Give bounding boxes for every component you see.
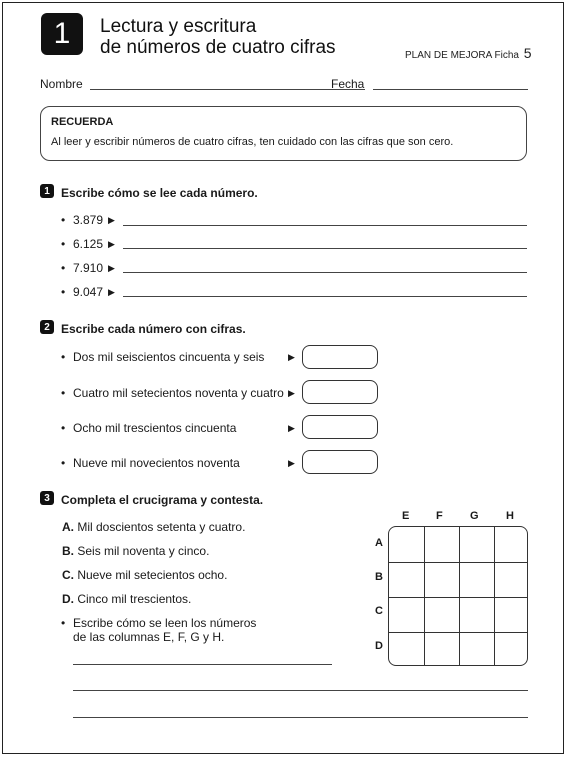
- plan-text: PLAN DE MEJORA: [405, 50, 492, 61]
- clue-text: Cinco mil trescientos.: [77, 592, 192, 606]
- date-label: Fecha: [331, 77, 365, 91]
- section-1-title: Escribe cómo se lee cada número.: [61, 186, 258, 200]
- answer-line[interactable]: [73, 690, 528, 691]
- clue-text: Mil doscientos setenta y cuatro.: [77, 520, 246, 534]
- arrow-icon: ▶: [288, 352, 295, 362]
- section-3-badge: 3: [40, 491, 54, 505]
- arrow-icon: ▶: [108, 239, 115, 249]
- clue-letter: B.: [62, 544, 74, 558]
- section-1-item: • 7.910: [73, 261, 103, 275]
- crossword-grid[interactable]: [388, 526, 528, 666]
- clue-text: Seis mil noventa y cinco.: [77, 544, 210, 558]
- grid-line: [389, 597, 527, 598]
- recuerda-title: RECUERDA: [51, 116, 114, 128]
- date-field[interactable]: [373, 89, 528, 90]
- name-label: Nombre: [40, 77, 83, 91]
- column-label: F: [436, 510, 443, 522]
- ficha-number: 5: [523, 45, 532, 61]
- grid-line: [494, 527, 495, 665]
- arrow-icon: ▶: [108, 287, 115, 297]
- section-2-item: • Cuatro mil setecientos noventa y cuatro: [73, 386, 284, 400]
- question-line-1: • Escribe cómo se leen los números: [73, 616, 257, 630]
- clue-d: [62, 592, 191, 606]
- question-line-2: de las columnas E, F, G y H.: [73, 630, 225, 644]
- answer-line[interactable]: [123, 225, 527, 226]
- answer-box[interactable]: [302, 450, 378, 474]
- row-label: C: [375, 605, 383, 617]
- section-1-item: • 3.879: [73, 213, 103, 227]
- column-label: H: [506, 510, 514, 522]
- recuerda-text: Al leer y escribir números de cuatro cifras, ten cuidado con las cifras que son cero.: [51, 136, 454, 148]
- answer-line[interactable]: [73, 664, 332, 665]
- title-line-2: de números de cuatro cifras: [100, 37, 336, 58]
- arrow-icon: ▶: [108, 263, 115, 273]
- clue-c: [62, 568, 227, 582]
- arrow-icon: ▶: [288, 423, 295, 433]
- grid-line: [389, 562, 527, 563]
- clue-letter: D.: [62, 592, 74, 606]
- section-1-badge: 1: [40, 184, 54, 198]
- arrow-icon: ▶: [288, 388, 295, 398]
- row-label: D: [375, 640, 383, 652]
- column-label: G: [470, 510, 479, 522]
- section-2-item: • Ocho mil trescientos cincuenta: [73, 421, 236, 435]
- section-1-item: • 6.125: [73, 237, 103, 251]
- answer-box[interactable]: [302, 380, 378, 404]
- clue-letter: A.: [62, 520, 74, 534]
- clue-letter: C.: [62, 568, 74, 582]
- grid-line: [459, 527, 460, 665]
- section-2-title: Escribe cada número con cifras.: [61, 322, 246, 336]
- answer-line[interactable]: [123, 296, 527, 297]
- unit-number-badge: 1: [41, 13, 83, 55]
- title-line-1: Lectura y escritura: [100, 16, 257, 37]
- ficha-text: Ficha: [494, 50, 519, 61]
- row-label: B: [375, 571, 383, 583]
- section-2-badge: 2: [40, 320, 54, 334]
- grid-line: [424, 527, 425, 665]
- plan-label: [405, 45, 532, 61]
- clue-b: [62, 544, 209, 558]
- section-3-title: Completa el crucigrama y contesta.: [61, 493, 264, 507]
- name-field[interactable]: [90, 89, 365, 90]
- clue-a: [62, 520, 245, 534]
- row-label: A: [375, 537, 383, 549]
- question-text: [73, 616, 256, 644]
- column-label: E: [402, 510, 410, 522]
- answer-line[interactable]: [123, 272, 527, 273]
- section-1-item: • 9.047: [73, 285, 103, 299]
- answer-box[interactable]: [302, 415, 378, 439]
- recuerda-box: [40, 106, 527, 161]
- answer-box[interactable]: [302, 345, 378, 369]
- page-title: [100, 16, 336, 58]
- arrow-icon: ▶: [288, 458, 295, 468]
- clue-text: Nueve mil setecientos ocho.: [77, 568, 228, 582]
- arrow-icon: ▶: [108, 215, 115, 225]
- section-2-item: • Dos mil seiscientos cincuenta y seis: [73, 350, 264, 364]
- answer-line[interactable]: [123, 248, 527, 249]
- section-2-item: • Nueve mil novecientos noventa: [73, 456, 240, 470]
- answer-line[interactable]: [73, 717, 528, 718]
- grid-line: [389, 632, 527, 633]
